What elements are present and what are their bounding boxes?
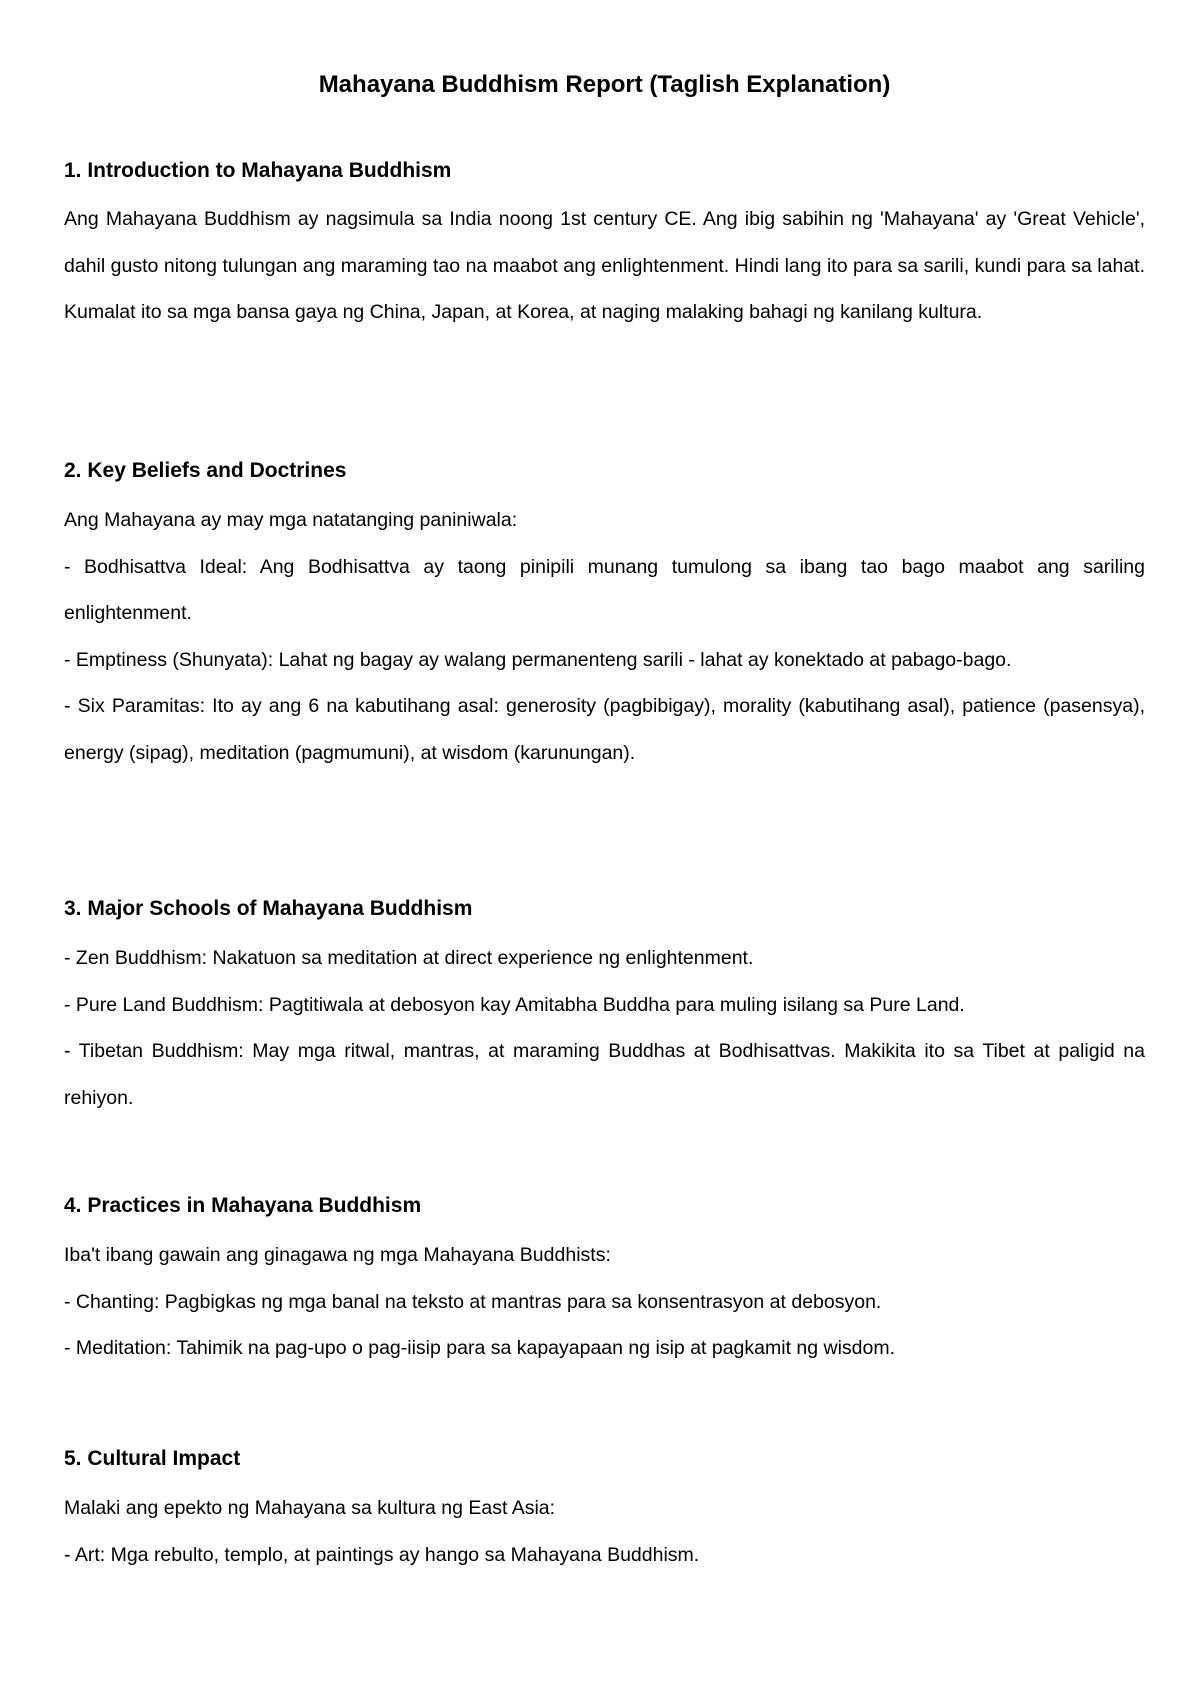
bullet-item: - Six Paramitas: Ito ay ang 6 na kabutihang asal: generosity (pagbibigay), morality (kabutihang asal), patience (pasensya), energy (sipag), meditation (pagmumuni), at wisdom (karunungan). <box>64 695 1145 764</box>
paragraph: Iba't ibang gawain ang ginagawa ng mga Mahayana Buddhists: <box>64 1244 611 1266</box>
paragraph: Ang Mahayana ay may mga natatanging paniniwala: <box>64 509 518 531</box>
document-title: Mahayana Buddhism Report (Taglish Explanation) <box>318 71 891 98</box>
bullet-item: - Chanting: Pagbigkas ng mga banal na teksto at mantras para sa konsentrasyon at debosyon. <box>64 1290 882 1313</box>
section-heading-major-schools: 3. Major Schools of Mahayana Buddhism <box>64 897 473 920</box>
section-heading-practices: 4. Practices in Mahayana Buddhism <box>64 1194 422 1217</box>
bullet-item: - Art: Mga rebulto, templo, at paintings ay hango sa Mahayana Buddhism. <box>64 1543 700 1566</box>
bullet-item: - Pure Land Buddhism: Pagtitiwala at debosyon kay Amitabha Buddha para muling isilang sa Pure Land. <box>64 993 965 1016</box>
paragraph: Malaki ang epekto ng Mahayana sa kultura ng East Asia: <box>64 1497 556 1519</box>
section-body-practices <box>64 1232 1145 1372</box>
section-body-introduction <box>64 196 1145 336</box>
section-body-cultural-impact <box>64 1485 1145 1578</box>
section-heading-key-beliefs: 2. Key Beliefs and Doctrines <box>64 459 347 482</box>
section-heading-cultural-impact: 5. Cultural Impact <box>64 1447 241 1470</box>
bullet-item: - Bodhisattva Ideal: Ang Bodhisattva ay taong pinipili munang tumulong sa ibang tao bago maabot ang sariling enlightenment. <box>64 555 1145 624</box>
section-heading-introduction: 1. Introduction to Mahayana Buddhism <box>64 159 452 182</box>
bullet-item: - Emptiness (Shunyata): Lahat ng bagay ay walang permanenteng sarili - lahat ay konektado at pabago-bago. <box>64 648 1012 671</box>
section-body-key-beliefs <box>64 497 1145 776</box>
bullet-item: - Tibetan Buddhism: May mga ritwal, mantras, at maraming Buddhas at Bodhisattvas. Makikita ito sa Tibet at paligid na rehiyon. <box>64 1040 1145 1109</box>
paragraph: Ang Mahayana Buddhism ay nagsimula sa India noong 1st century CE. Ang ibig sabihin ng 'Mahayana' ay 'Great Vehicle', dahil gusto nitong tulungan ang maraming tao na maabot ang enlightenment. Hindi lang ito para sa sarili, kundi para sa lahat. Kumalat ito sa mga bansa gaya ng China, Japan, at Korea, at naging malaking bahagi ng kanilang kultura. <box>64 208 1145 323</box>
bullet-item: - Zen Buddhism: Nakatuon sa meditation at direct experience ng enlightenment. <box>64 947 754 969</box>
section-body-major-schools <box>64 935 1145 1121</box>
bullet-item: - Meditation: Tahimik na pag-upo o pag-iisip para sa kapayapaan ng isip at pagkamit ng wisdom. <box>64 1337 896 1359</box>
